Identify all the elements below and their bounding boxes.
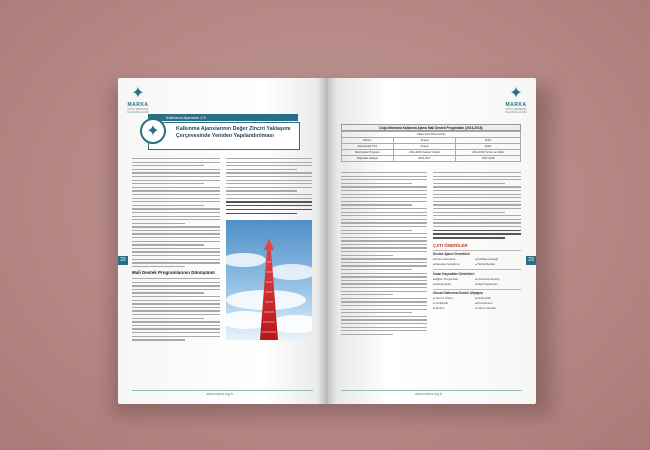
star-icon: ✦ (509, 85, 523, 102)
table-cell: Kültür (456, 138, 521, 144)
table-cell: 2016-2017 (393, 156, 455, 162)
footer-rule (341, 390, 522, 391)
section-heading: Destek Ajansı Destekleri (433, 252, 470, 257)
bullet-list (433, 277, 521, 287)
section-heading: Ulusal Kalkınma Destek Altyapısı (433, 291, 484, 296)
open-magazine (118, 78, 536, 404)
right-column-text (226, 158, 312, 216)
list-item: ■ Uzmanlık Desteği (475, 277, 517, 282)
table-cell: 2014-2016 Turizm ve Kültür (456, 150, 521, 156)
list-item: ■ Proje Hazırlama (433, 257, 475, 262)
right-page (327, 78, 536, 404)
list-item: ■ Yatırım Destek (475, 306, 517, 311)
table-cell: Mali Destek Programı (342, 150, 394, 156)
section-heading: İnsan Kaynakları Destekleri (433, 271, 475, 276)
list-item: ■ Girişimcilik (475, 296, 517, 301)
table-cell: Kültür (456, 144, 521, 150)
star-badge-icon: ✦ (140, 118, 166, 144)
list-item: ■ Staj Programları (475, 282, 517, 287)
table-title: Doğu Marmara Kalkınma Ajansı Mali Destek Programları (2016-2018) (341, 124, 521, 131)
list-item: ■ Kümelenme (475, 301, 517, 306)
article-title: Kalkınma Ajanslarının Değer Zinciri Yaklaşımı Çerçevesinde Yeniden Yapılandırılması (176, 126, 291, 139)
series-tagline: Kalkınma Ajansları 2.0 (148, 114, 298, 121)
page-number: 23 (526, 256, 536, 265)
table-row (342, 156, 521, 162)
table-cell: 2014-2016 Kadına Yönelik (393, 150, 455, 156)
left-column-text (132, 158, 220, 343)
right-logo (504, 86, 528, 114)
table-cell: Sosyal (393, 138, 455, 144)
list-item: ■ Yenilikçilik (433, 301, 475, 306)
page-number: 22 (118, 256, 128, 265)
table-cell: Sosyal (393, 144, 455, 150)
table-cell: Doğrudan Faaliyet (342, 156, 394, 162)
list-item: ■ Kapasite Geliştirme (433, 262, 475, 267)
star-icon: ✦ (131, 85, 145, 102)
left-column-text (341, 172, 427, 337)
stairs-illustration (226, 220, 312, 340)
footer-url: www.marka.org.tr (206, 392, 234, 396)
logo-tagline: DOĞU MARMARA KALKINMA AJANSI (505, 108, 527, 114)
list-item: ■ Danışmanlık (433, 282, 475, 287)
right-column (433, 172, 521, 311)
logo-tagline: DOĞU MARMARA KALKINMA AJANSI (127, 108, 149, 114)
recommendations-heading: ÇATI ÖNERİLER (433, 242, 468, 248)
logo-text: MARKA (505, 102, 527, 108)
table-cell: Dönem (342, 138, 394, 144)
table-cell: 2017-2018 (456, 156, 521, 162)
programs-table (341, 131, 521, 162)
section-heading: Mali Destek Programlarının Dönüşümü (132, 270, 215, 276)
footer-rule (132, 390, 313, 391)
bullet-list (433, 296, 521, 311)
left-logo (126, 86, 150, 114)
list-item: ■ Teknik Destek (475, 262, 517, 267)
list-item: ■ Eğitim Programları (433, 277, 475, 282)
list-item: ■ Tanıtım (433, 306, 475, 311)
table-cell: Mali Destek Türü (342, 144, 394, 150)
list-item: ■ Yatırım Ortamı (433, 296, 475, 301)
logo-text: MARKA (127, 102, 149, 108)
footer-url: www.marka.org.tr (415, 392, 443, 396)
left-page (118, 78, 327, 404)
table-cell: Yıllara Göre Dönem/Araç (342, 132, 521, 138)
list-item: ■ Fizibilite Desteği (475, 257, 517, 262)
bullet-list (433, 257, 521, 267)
